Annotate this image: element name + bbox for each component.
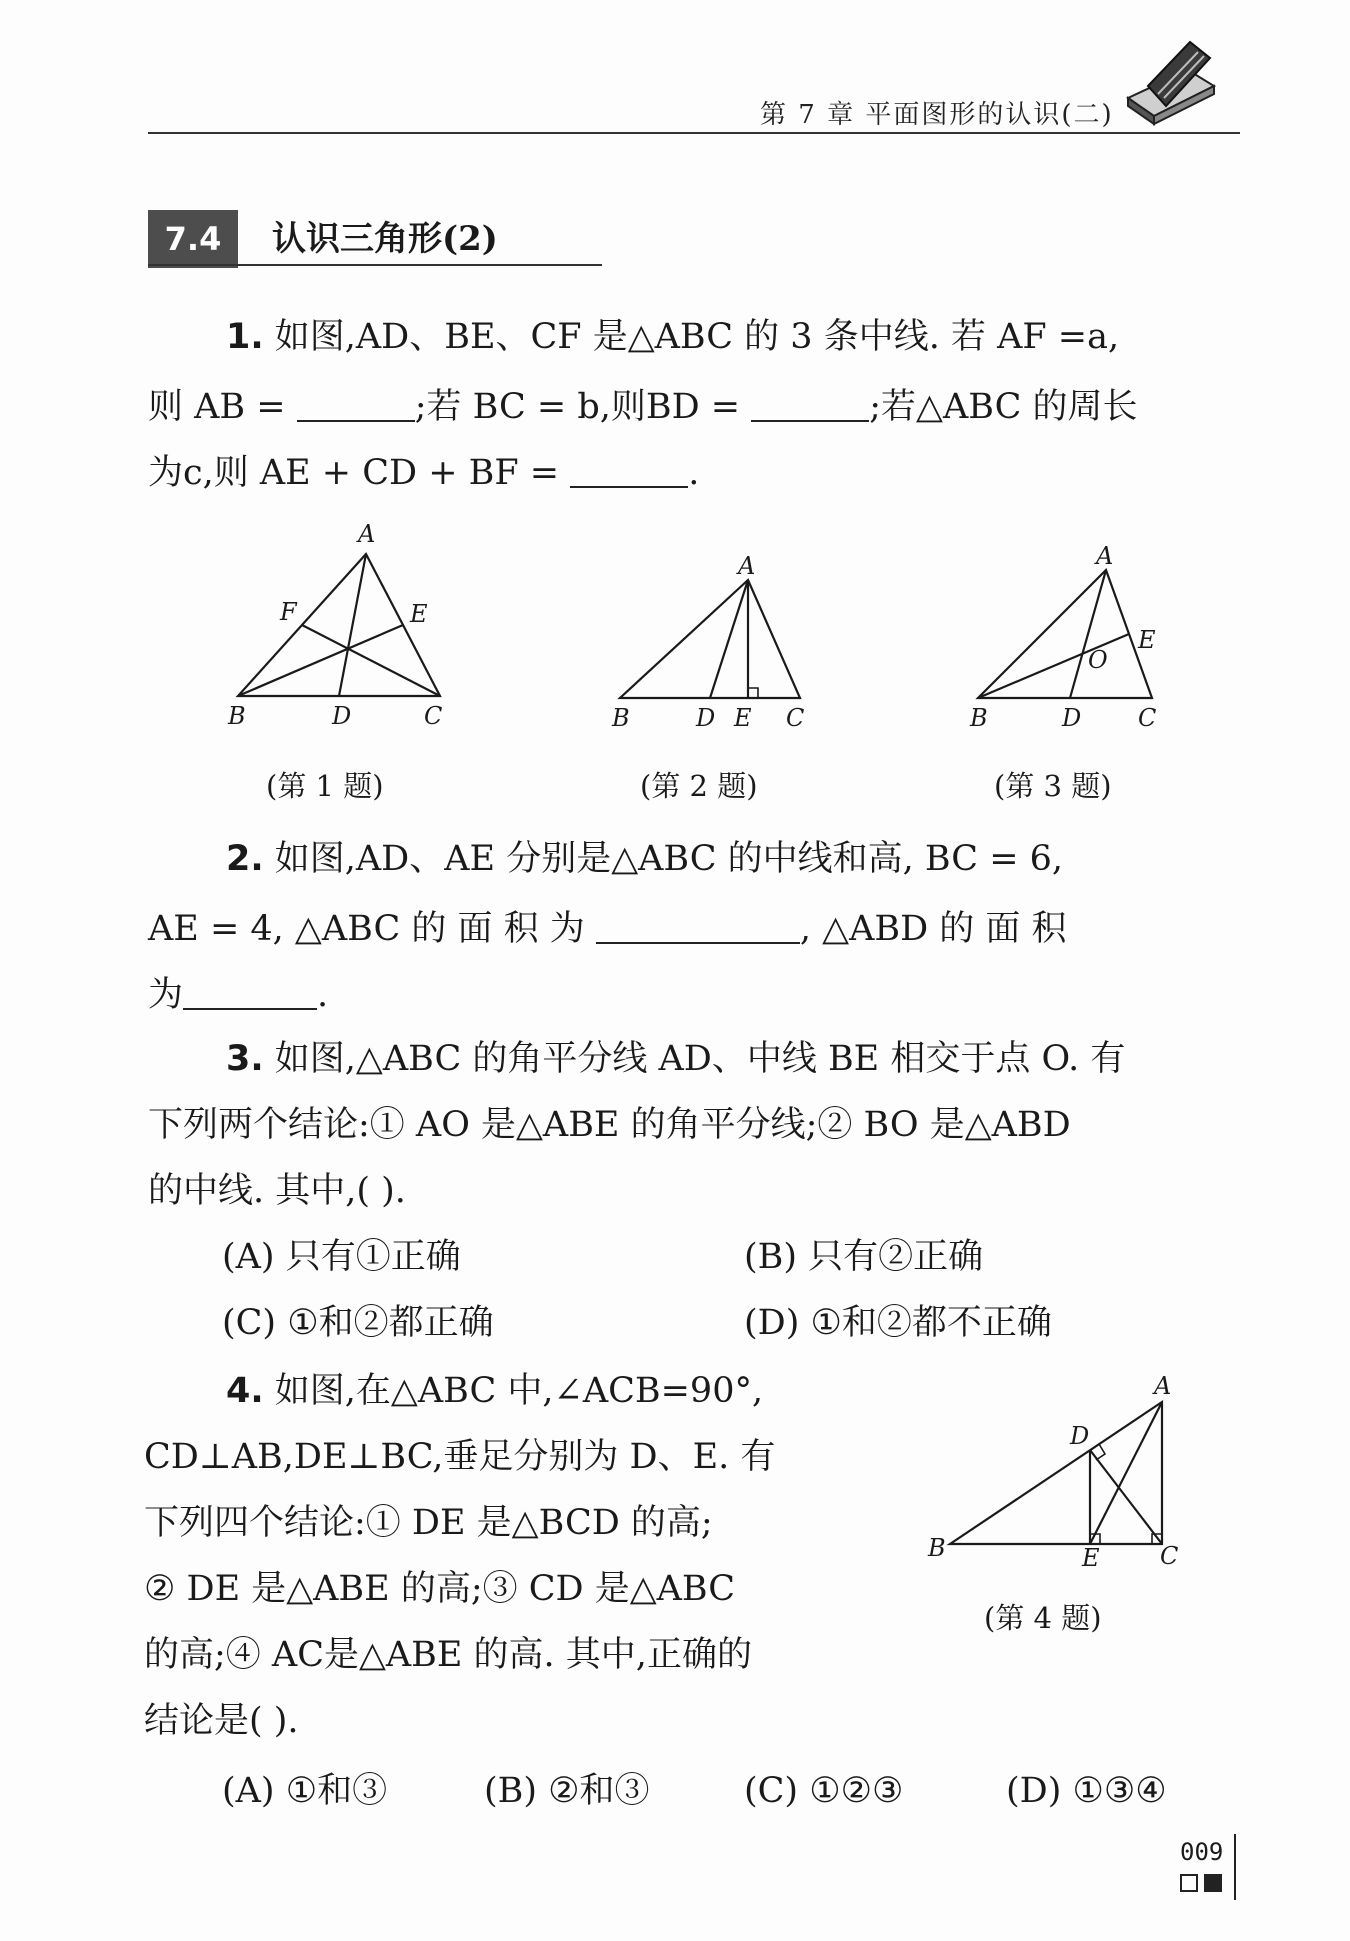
q2-line1 xyxy=(226,839,1064,879)
fig4-label-c: C xyxy=(1160,1542,1179,1570)
page-number-rule xyxy=(1234,1834,1236,1900)
fig3-caption: (第 3 题) xyxy=(994,769,1112,803)
fig3-label-c: C xyxy=(1138,704,1157,732)
fig1-caption: (第 1 题) xyxy=(266,769,384,803)
fig1-label-a: A xyxy=(358,520,376,548)
q1-text1: 如图,AD、BE、CF 是△ABC 的 3 条中线. 若 AF =a, xyxy=(263,317,1120,357)
q4-line3: 下列四个结论:① DE 是△BCD 的高; xyxy=(144,1503,713,1543)
fig2-label-b: B xyxy=(612,704,630,732)
fig1-label-b: B xyxy=(228,702,246,730)
q3-option-b[interactable]: (B) 只有②正确 xyxy=(744,1237,984,1277)
fig4-caption: (第 4 题) xyxy=(984,1601,1102,1635)
q1-line3 xyxy=(148,452,699,491)
q1-text3b: . xyxy=(688,453,700,493)
q1-text2a: 则 AB = xyxy=(148,387,297,427)
q2-number: 2. xyxy=(226,839,264,879)
filled-square-icon xyxy=(1204,1874,1222,1892)
fig4-label-d: D xyxy=(1070,1422,1090,1450)
fig1-label-d: D xyxy=(332,702,352,730)
q1-blank-sum[interactable] xyxy=(570,452,688,488)
figure-1 xyxy=(220,520,470,740)
q4-number: 4. xyxy=(226,1371,264,1411)
q1-text2b: ;若 BC = b,则BD = xyxy=(414,387,752,427)
q2-text3b: . xyxy=(317,975,329,1015)
fig4-label-a: A xyxy=(1154,1372,1172,1400)
fig1-label-e: E xyxy=(410,600,428,628)
q3-line3: 的中线. 其中,( ). xyxy=(148,1171,406,1211)
q4-option-d[interactable]: (D) ①③④ xyxy=(1006,1771,1167,1811)
q2-text1: 如图,AD、AE 分别是△ABC 的中线和高, BC = 6, xyxy=(263,839,1064,879)
fig3-label-b: B xyxy=(970,704,988,732)
q3-option-c[interactable]: (C) ①和②都正确 xyxy=(222,1303,494,1343)
fig4-label-b: B xyxy=(928,1534,946,1562)
q2-text3a: 为 xyxy=(148,975,184,1015)
q4-option-c[interactable]: (C) ①②③ xyxy=(744,1771,904,1811)
section-number: 7.4 xyxy=(148,210,238,268)
book-icon xyxy=(1118,36,1218,126)
q1-line1 xyxy=(226,317,1120,357)
q4-option-a[interactable]: (A) ①和③ xyxy=(222,1771,388,1811)
q3-text1: 如图,△ABC 的角平分线 AD、中线 BE 相交于点 O. 有 xyxy=(263,1039,1126,1079)
empty-square-icon xyxy=(1180,1874,1198,1892)
q3-option-a[interactable]: (A) 只有①正确 xyxy=(222,1237,461,1277)
figure-3 xyxy=(966,540,1186,740)
q4-line2: CD⊥AB,DE⊥BC,垂足分别为 D、E. 有 xyxy=(144,1437,776,1477)
figure-4 xyxy=(920,1366,1180,1572)
q1-blank-ab[interactable] xyxy=(297,386,415,422)
fig3-label-o: O xyxy=(1088,646,1108,674)
q4-option-b[interactable]: (B) ②和③ xyxy=(484,1771,650,1811)
fig3-label-d: D xyxy=(1062,704,1082,732)
q2-text2a: AE = 4, △ABC 的 面 积 为 xyxy=(148,909,596,949)
q4-line1 xyxy=(226,1371,764,1411)
page-number: 009 xyxy=(1180,1838,1224,1866)
q1-number: 1. xyxy=(226,317,264,357)
fig2-label-a: A xyxy=(738,552,756,580)
q3-option-d[interactable]: (D) ①和②都不正确 xyxy=(744,1303,1052,1343)
fig3-label-a: A xyxy=(1096,542,1114,570)
header-rule xyxy=(148,132,1240,134)
fig1-label-f: F xyxy=(280,598,297,626)
q4-text1: 如图,在△ABC 中,∠ACB=90°, xyxy=(263,1371,764,1411)
q2-blank-abd[interactable] xyxy=(183,974,317,1010)
q2-line2 xyxy=(148,908,1067,947)
q2-line3 xyxy=(148,974,328,1013)
fig2-label-c: C xyxy=(786,704,805,732)
q3-line1 xyxy=(226,1039,1126,1079)
q1-text2c: ;若△ABC 的周长 xyxy=(869,387,1138,427)
q1-blank-bd[interactable] xyxy=(751,386,869,422)
fig2-label-d: D xyxy=(696,704,716,732)
section-rule xyxy=(148,264,602,266)
q1-text3a: 为c,则 AE + CD + BF = xyxy=(148,453,571,493)
figure-2 xyxy=(600,548,830,738)
fig1-label-c: C xyxy=(424,702,443,730)
q3-number: 3. xyxy=(226,1039,264,1079)
fig3-label-e: E xyxy=(1138,626,1156,654)
fig2-label-e: E xyxy=(734,704,752,732)
q4-line6: 结论是( ). xyxy=(144,1701,299,1741)
chapter-header: 第 7 章 平面图形的认识(二) xyxy=(760,100,1114,130)
fig2-caption: (第 2 题) xyxy=(640,769,758,803)
q4-line5: 的高;④ AC是△ABE 的高. 其中,正确的 xyxy=(144,1635,752,1675)
q3-line2: 下列两个结论:① AO 是△ABE 的角平分线;② BO 是△ABD xyxy=(148,1105,1071,1145)
q4-line4: ② DE 是△ABE 的高;③ CD 是△ABC xyxy=(144,1569,736,1609)
q1-line2 xyxy=(148,386,1138,425)
q2-blank-abc[interactable] xyxy=(596,908,800,944)
section-title: 认识三角形(2) xyxy=(272,219,498,259)
fig4-label-e: E xyxy=(1082,1544,1100,1572)
q2-text2b: , △ABD 的 面 积 xyxy=(799,909,1067,949)
